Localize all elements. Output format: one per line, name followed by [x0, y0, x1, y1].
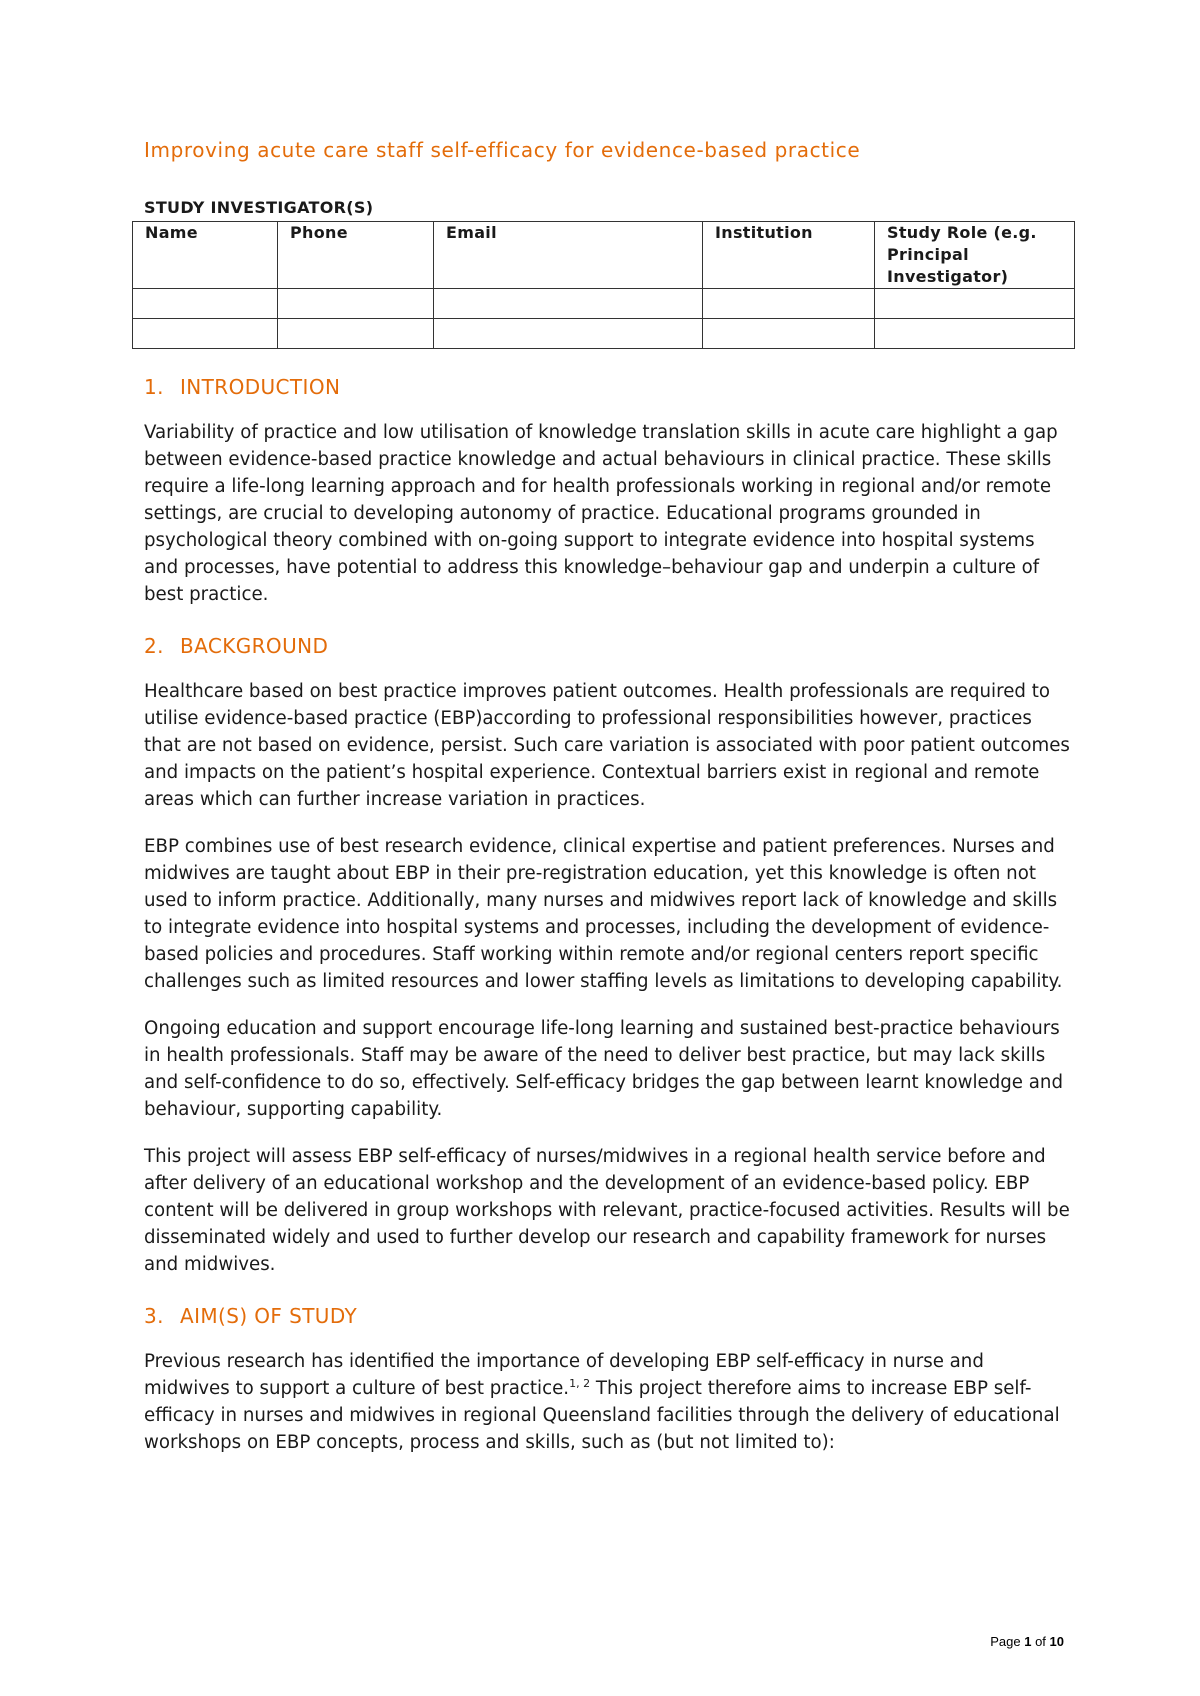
current-page-number: 1	[1024, 1634, 1032, 1649]
background-paragraph: Healthcare based on best practice improves patient outcomes. Health professionals are required to utilise evidence-based practice (EBP)according to professional responsibilities however, practices that are not based on evidence, persist. Such care variation is associated with poor patient outcomes and impacts on the patient’s hospital experience. Contextual barriers exist in regional and remote areas which can further increase variation in practices.	[144, 681, 1070, 810]
table-row	[133, 289, 1075, 319]
section-number: 2.	[144, 634, 164, 658]
investigators-table	[132, 221, 1075, 349]
section-title: BACKGROUND	[180, 634, 329, 658]
page-footer	[990, 1634, 1064, 1649]
table-cell[interactable]	[278, 319, 434, 349]
table-cell[interactable]	[434, 319, 703, 349]
background-paragraph: This project will assess EBP self-efficacy of nurses/midwives in a regional health service before and after delivery of an educational workshop and the development of an evidence-based policy. EBP content will be delivered in group workshops with relevant, practice-focused activities. Results will be disseminated widely and used to further develop our research and capability framework for nurses and midwives.	[144, 1146, 1070, 1275]
section-number: 1.	[144, 375, 164, 399]
table-cell[interactable]	[875, 319, 1075, 349]
table-cell[interactable]	[278, 289, 434, 319]
column-header-name: Name	[133, 222, 278, 289]
table-header-row	[133, 222, 1075, 289]
section-title: AIM(S) OF STUDY	[180, 1304, 358, 1328]
reference-marks[interactable]: 1, 2	[569, 1376, 591, 1390]
table-cell[interactable]	[133, 289, 278, 319]
column-header-institution: Institution	[703, 222, 875, 289]
page-label: Page	[990, 1634, 1021, 1649]
of-label: of	[1035, 1634, 1046, 1649]
section-title: INTRODUCTION	[180, 375, 341, 399]
aims-paragraph	[144, 1348, 1074, 1456]
section-number: 3.	[144, 1304, 164, 1328]
total-pages: 10	[1049, 1634, 1064, 1649]
section-heading-background	[144, 634, 1074, 658]
table-cell[interactable]	[703, 289, 875, 319]
introduction-paragraph: Variability of practice and low utilisation of knowledge translation skills in acute care highlight a gap between evidence-based practice knowledge and actual behaviours in clinical practice. These skills require a life-long learning approach and for health professionals working in regional and/or remote settings, are crucial to developing autonomy of practice. Educational programs grounded in psychological theory combined with on-going support to integrate evidence into hospital systems and processes, have potential to address this knowledge–behaviour gap and underpin a culture of best practice.	[144, 422, 1058, 605]
table-cell[interactable]	[133, 319, 278, 349]
aims-text-after-reference: This project therefore aims to increase EBP self-efficacy in nurses and midwives in regional Queensland facilities through the delivery of educational workshops on EBP concepts, process and skills, such as (but not limited to):	[144, 1378, 1060, 1453]
table-cell[interactable]	[875, 289, 1075, 319]
aims-text-before-reference: Previous research has identified the importance of developing EBP self-efficacy in nurse and midwives to support a culture of best practice.	[144, 1351, 984, 1399]
background-paragraph: EBP combines use of best research evidence, clinical expertise and patient preferences. Nurses and midwives are taught about EBP in their pre-registration education, yet this knowledge is often not used to inform practice. Additionally, many nurses and midwives report lack of knowledge and skills to integrate evidence into hospital systems and processes, including the development of evidence-based policies and procedures. Staff working within remote and/or regional centers report specific challenges such as limited resources and lower staffing levels as limitations to developing capability.	[144, 836, 1063, 992]
table-row	[133, 319, 1075, 349]
investigators-heading: STUDY INVESTIGATOR(S)	[144, 198, 374, 217]
section-heading-introduction	[144, 375, 1074, 399]
table-cell[interactable]	[434, 289, 703, 319]
document-title: Improving acute care staff self-efficacy for evidence-based practice	[144, 138, 861, 162]
column-header-study-role: Study Role (e.g. Principal Investigator)	[875, 222, 1075, 289]
table-cell[interactable]	[703, 319, 875, 349]
background-paragraph: Ongoing education and support encourage life-long learning and sustained best-practice behaviours in health professionals. Staff may be aware of the need to deliver best practice, but may lack skills and self-confidence to do so, effectively. Self-efficacy bridges the gap between learnt knowledge and behaviour, supporting capability.	[144, 1018, 1063, 1120]
section-heading-aims	[144, 1304, 1074, 1328]
column-header-phone: Phone	[278, 222, 434, 289]
column-header-email: Email	[434, 222, 703, 289]
document-page	[144, 138, 1074, 1476]
